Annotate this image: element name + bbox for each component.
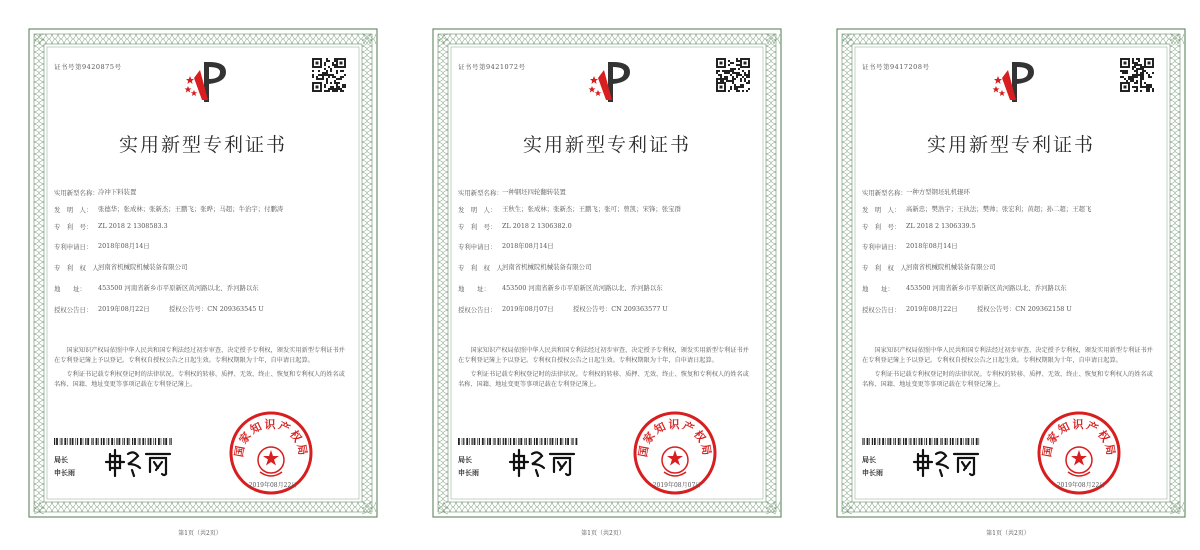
grant-paragraph: 国家知识产权局依照中华人民共和国专利法经过初步审查，决定授予专利权，颁发实用新型专利证书并在专利登记簿上予以登记。专利权自授权公告之日起生效。专利权期限为十年，自申请日起算。 bbox=[54, 347, 345, 364]
field-label: 实用新型名称： bbox=[458, 189, 503, 197]
seal-date: 2019年08月07日 bbox=[652, 482, 702, 489]
field-label: 地 址： bbox=[862, 285, 894, 293]
field-value: 高新忠；樊浩宇；王执法；樊帅；张宏利；黄超；孙二超；王超飞 bbox=[906, 205, 1092, 213]
page-footer-2: 第1页（共2页） bbox=[581, 530, 625, 537]
seal-text: 国家知识产权局 bbox=[636, 418, 714, 459]
field-value: 2018年08月14日 bbox=[502, 242, 554, 250]
grant-paragraph: 国家知识产权局依照中华人民共和国专利法经过初步审查，决定授予专利权，颁发实用新型专利证书并在专利登记簿上予以登记。专利权自授权公告之日起生效。专利权期限为十年，自申请日起算。 bbox=[458, 347, 749, 364]
certificate-title: 实用新型专利证书 bbox=[926, 134, 1095, 156]
grant-paragraph: 专利证书记载专利权登记时的法律状况。专利权的转移、质押、无效、终止、恢复和专利权人的姓名或名称、国籍、地址变更等事项记载在专利登记簿上。 bbox=[458, 371, 749, 388]
field-label: 授权公告日： bbox=[458, 306, 497, 314]
patent-certificate-1 bbox=[28, 28, 378, 518]
patent-certificate-3 bbox=[836, 28, 1186, 518]
field-value: ZL 2018 2 1306382.0 bbox=[502, 222, 572, 230]
field-label: 发 明 人： bbox=[54, 206, 93, 214]
seal-text: 国家知识产权局 bbox=[232, 418, 310, 459]
field-label: 授权公告日： bbox=[54, 306, 93, 314]
qr-code-icon bbox=[1120, 58, 1154, 92]
director-title: 局长 bbox=[458, 456, 472, 464]
field-label: 发 明 人： bbox=[862, 206, 901, 214]
handwritten-signature-icon bbox=[104, 444, 174, 480]
field-value: 2019年08月07日 授权公告号：CN 209363577 U bbox=[502, 305, 668, 313]
field-value: 2018年08月14日 bbox=[98, 242, 150, 250]
field-label: 地 址： bbox=[54, 285, 86, 293]
director-name: 申长雨 bbox=[458, 469, 479, 477]
qr-code-icon bbox=[312, 58, 346, 92]
patent-certificate-2 bbox=[432, 28, 782, 518]
grant-statement bbox=[458, 346, 754, 394]
grant-statement bbox=[54, 346, 350, 394]
grant-statement bbox=[862, 346, 1158, 394]
seal-date: 2019年08月22日 bbox=[248, 482, 298, 489]
field-value: 河南省机械院机械装备有限公司 bbox=[502, 263, 592, 271]
director-name: 申长雨 bbox=[862, 469, 883, 477]
field-value: 王秋生；张成林；张新杰；王鹏飞；张可；曾凯；宋锋；张宝群 bbox=[502, 205, 681, 213]
field-label: 专利申请日： bbox=[54, 243, 93, 251]
field-value: 453500 河南省新乡市平原新区黄河路以北、乔河路以东 bbox=[906, 284, 1067, 292]
director-title: 局长 bbox=[54, 456, 68, 464]
certificate-body bbox=[454, 50, 760, 496]
field-value: 冷冲下料装置 bbox=[98, 188, 137, 196]
field-label: 授权公告日： bbox=[862, 306, 901, 314]
field-label: 专利申请日： bbox=[862, 243, 901, 251]
field-label: 专 利 号： bbox=[862, 223, 901, 231]
field-value: 2018年08月14日 bbox=[906, 242, 958, 250]
field-label: 实用新型名称： bbox=[862, 189, 907, 197]
grant-paragraph: 专利证书记载专利权登记时的法律状况。专利权的转移、质押、无效、终止、恢复和专利权人的姓名或名称、国籍、地址变更等事项记载在专利登记簿上。 bbox=[862, 371, 1153, 388]
field-label: 地 址： bbox=[458, 285, 490, 293]
director-name: 申长雨 bbox=[54, 469, 75, 477]
field-label: 专 利 权 人： bbox=[54, 264, 106, 272]
field-value: 河南省机械院机械装备有限公司 bbox=[906, 263, 996, 271]
certificate-body bbox=[50, 50, 356, 496]
field-value: 河南省机械院机械装备有限公司 bbox=[98, 263, 188, 271]
field-label: 发 明 人： bbox=[458, 206, 497, 214]
field-label: 专 利 权 人： bbox=[458, 264, 510, 272]
cnipa-logo-icon bbox=[990, 56, 1040, 106]
cnipa-logo-icon bbox=[586, 56, 636, 106]
page-footer-3: 第1页（共2页） bbox=[986, 530, 1030, 537]
field-label: 专 利 号： bbox=[54, 223, 93, 231]
page-footer-1: 第1页（共2页） bbox=[178, 530, 222, 537]
field-value: 453500 河南省新乡市平原新区黄河路以北、乔河路以东 bbox=[502, 284, 663, 292]
field-value: ZL 2018 2 1308583.3 bbox=[98, 222, 168, 230]
signatory-labels bbox=[54, 454, 75, 480]
seal-date: 2019年08月22日 bbox=[1056, 482, 1106, 489]
cnipa-logo-icon bbox=[182, 56, 232, 106]
grant-paragraph: 专利证书记载专利权登记时的法律状况。专利权的转移、质押、无效、终止、恢复和专利权人的姓名或名称、国籍、地址变更等事项记载在专利登记簿上。 bbox=[54, 371, 345, 388]
field-value: 2019年08月22日 授权公告号：CN 209363545 U bbox=[98, 305, 264, 313]
director-title: 局长 bbox=[862, 456, 876, 464]
field-value: 张德华；张成林；张新杰；王鹏飞；张晔；马超；牛治宇；付鹏涛 bbox=[98, 205, 284, 213]
field-value: 2019年08月22日 授权公告号：CN 209362158 U bbox=[906, 305, 1072, 313]
field-value: ZL 2018 2 1306339.5 bbox=[906, 222, 976, 230]
certificate-number: 证书号第9420875号 bbox=[54, 63, 122, 71]
field-value: 453500 河南省新乡市平原新区黄河路以北、乔河路以东 bbox=[98, 284, 259, 292]
field-value: 一种钢坯四轮翻转装置 bbox=[502, 188, 566, 196]
field-label: 专 利 权 人： bbox=[862, 264, 914, 272]
signatory-labels bbox=[458, 454, 479, 480]
field-label: 实用新型名称： bbox=[54, 189, 99, 197]
certificate-title: 实用新型专利证书 bbox=[522, 134, 691, 156]
grant-paragraph: 国家知识产权局依照中华人民共和国专利法经过初步审查，决定授予专利权，颁发实用新型专利证书并在专利登记簿上予以登记。专利权自授权公告之日起生效。专利权期限为十年，自申请日起算。 bbox=[862, 347, 1153, 364]
signatory-labels bbox=[862, 454, 883, 480]
handwritten-signature-icon bbox=[508, 444, 578, 480]
handwritten-signature-icon bbox=[912, 444, 982, 480]
certificate-number: 证书号第9421072号 bbox=[458, 63, 526, 71]
field-value: 一种方型钢坯轧机辊环 bbox=[906, 188, 970, 196]
field-label: 专 利 号： bbox=[458, 223, 497, 231]
certificate-number: 证书号第9417208号 bbox=[862, 63, 930, 71]
field-label: 专利申请日： bbox=[458, 243, 497, 251]
seal-text: 国家知识产权局 bbox=[1040, 418, 1118, 459]
qr-code-icon bbox=[716, 58, 750, 92]
certificate-body bbox=[858, 50, 1164, 496]
certificate-title: 实用新型专利证书 bbox=[118, 134, 287, 156]
